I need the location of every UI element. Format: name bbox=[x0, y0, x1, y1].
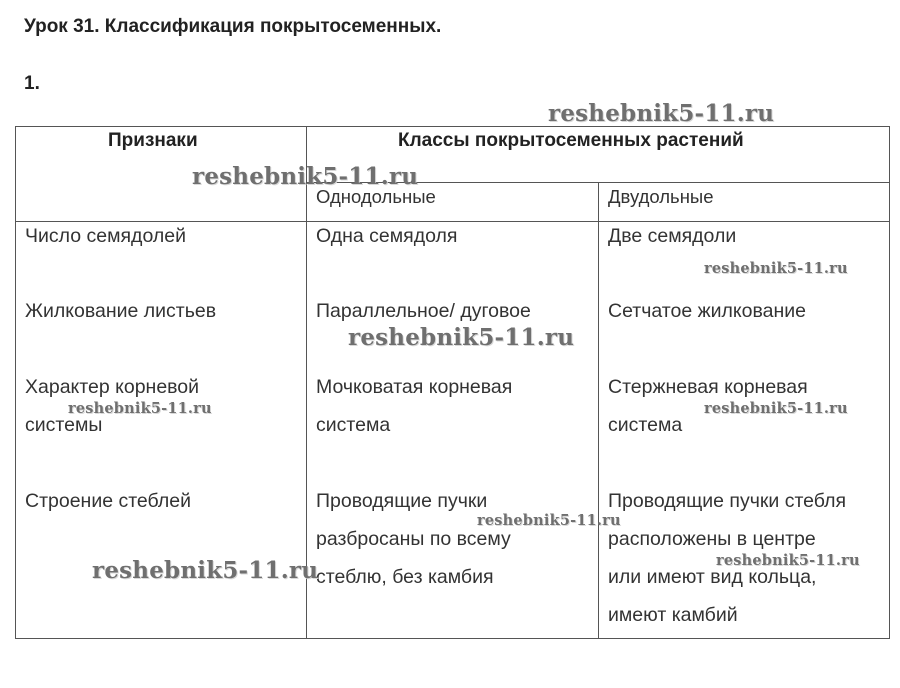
watermark: reshebnik5-11.ru bbox=[192, 163, 419, 190]
row-3-feature-line-2: системы bbox=[25, 414, 103, 436]
table-border-right bbox=[889, 126, 890, 639]
task-number: 1. bbox=[24, 73, 40, 94]
row-1-feature: Число семядолей bbox=[25, 225, 186, 247]
row-4-mono-line-2: разбросаны по всему bbox=[316, 528, 511, 550]
subheader-dicots: Двудольные bbox=[608, 186, 714, 207]
page-title: Урок 31. Классификация покрытосеменных. bbox=[24, 16, 442, 37]
header-features: Признаки bbox=[108, 130, 198, 151]
row-4-dico-line-2: расположены в центре bbox=[608, 528, 816, 550]
watermark: reshebnik5-11.ru bbox=[348, 324, 575, 351]
watermark: reshebnik5-11.ru bbox=[704, 400, 848, 417]
row-3-mono-line-1: Мочковатая корневая bbox=[316, 376, 513, 398]
row-1-mono: Одна семядоля bbox=[316, 225, 458, 247]
row-3-mono-line-2: система bbox=[316, 414, 391, 436]
watermark: reshebnik5-11.ru bbox=[548, 100, 775, 127]
row-2-feature: Жилкование листьев bbox=[25, 300, 217, 322]
row-3-dico-line-1: Стержневая корневая bbox=[608, 376, 808, 398]
row-4-feature: Строение стеблей bbox=[25, 490, 191, 512]
watermark: reshebnik5-11.ru bbox=[704, 260, 848, 277]
row-4-dico-line-3: или имеют вид кольца, bbox=[608, 566, 817, 588]
divider-col-2 bbox=[598, 183, 599, 639]
row-4-mono-line-3: стеблю, без камбия bbox=[316, 566, 494, 588]
row-4-mono-line-1: Проводящие пучки bbox=[316, 490, 488, 512]
header-classes: Классы покрытосеменных растений bbox=[398, 130, 744, 151]
table-border-bottom bbox=[15, 638, 890, 639]
row-3-dico-line-2: система bbox=[608, 414, 683, 436]
row-3-feature-line-1: Характер корневой bbox=[25, 376, 200, 398]
watermark: reshebnik5-11.ru bbox=[477, 512, 621, 529]
row-4-dico-line-4: имеют камбий bbox=[608, 604, 738, 626]
row-2-mono: Параллельное/ дуговое bbox=[316, 300, 531, 322]
watermark: reshebnik5-11.ru bbox=[68, 400, 212, 417]
watermark: reshebnik5-11.ru bbox=[716, 552, 860, 569]
row-1-dico: Две семядоли bbox=[608, 225, 737, 247]
subheader-monocots: Однодольные bbox=[316, 186, 436, 207]
row-4-dico-line-1: Проводящие пучки стебля bbox=[608, 490, 847, 512]
table-border-left bbox=[15, 126, 16, 639]
row-2-dico: Сетчатое жилкование bbox=[608, 300, 807, 322]
watermark: reshebnik5-11.ru bbox=[92, 557, 319, 584]
